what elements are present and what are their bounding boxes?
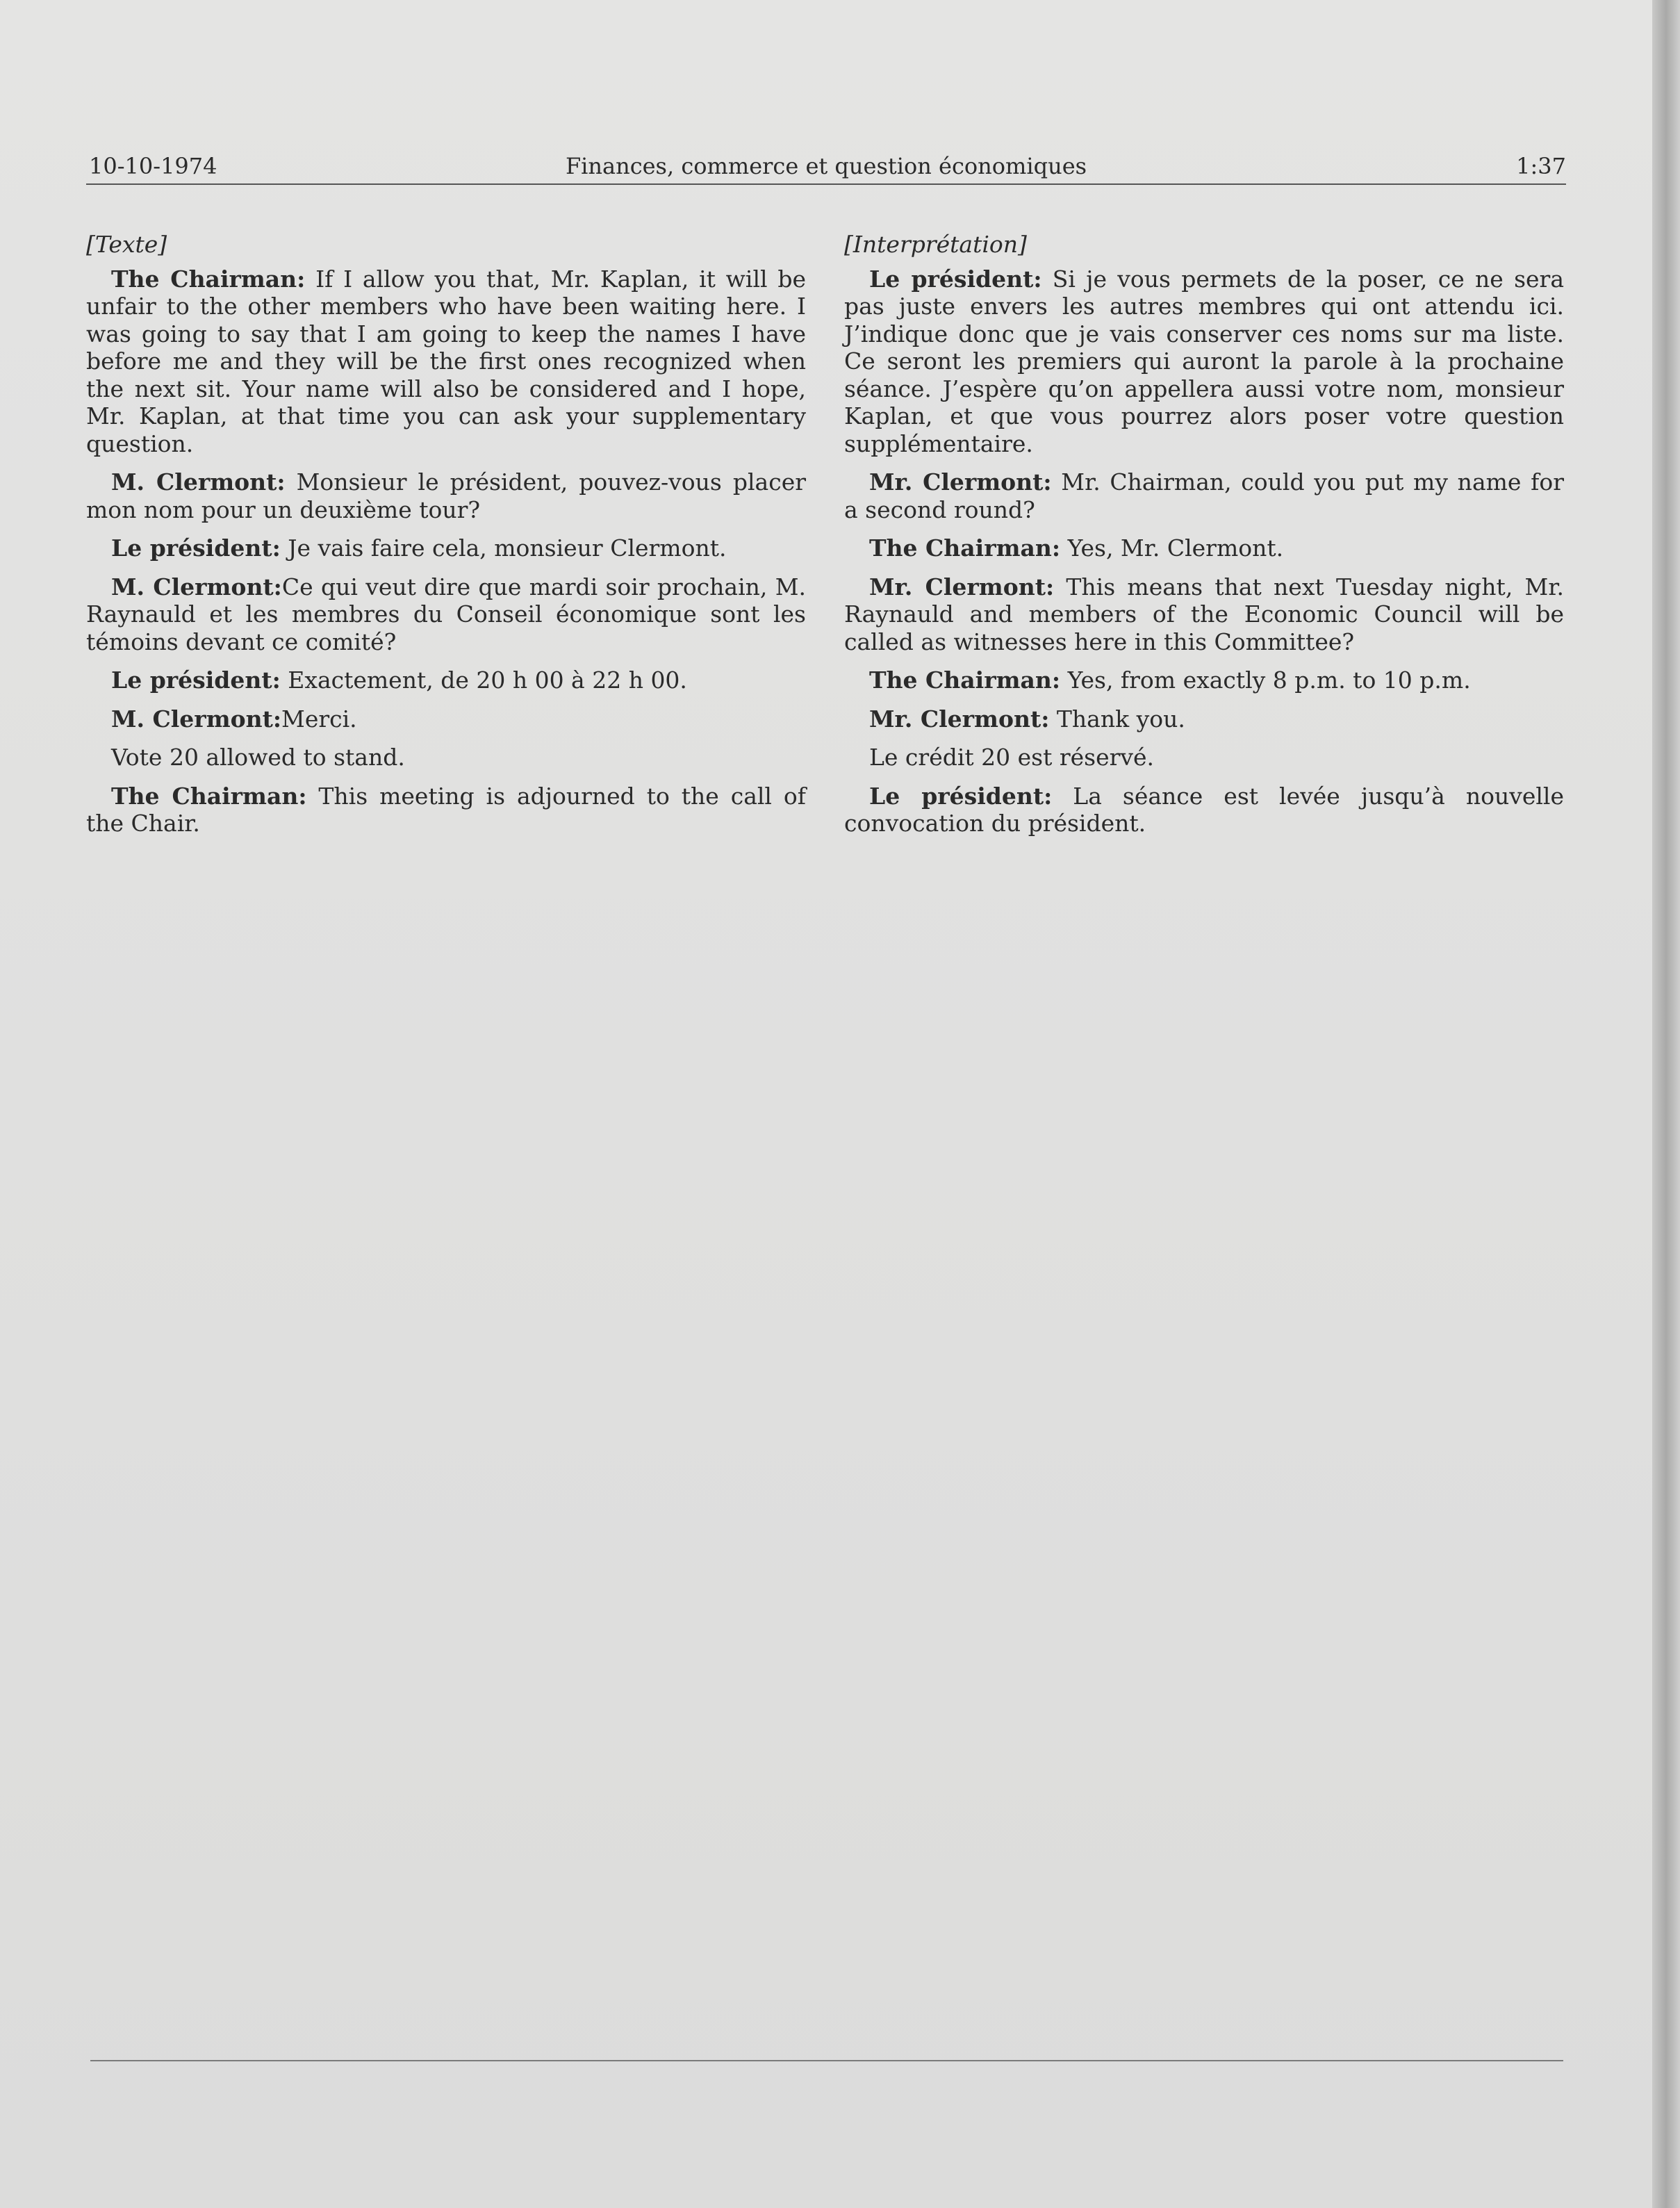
speech-text: Le crédit 20 est réservé. (869, 744, 1155, 771)
paragraph (844, 705, 1564, 733)
header-date: 10-10-1974 (89, 153, 217, 179)
speaker-name: The Chairman: (111, 265, 306, 293)
speech-text: If I allow you that, Mr. Kaplan, it will be unfair to the other members who have been waiting here. I was going to say that I am going to keep the names I have before me and they will be the first ones recognized when the next sit. Your name will also be considered and I hope, Mr. Kaplan, at that time you can ask your supplementary question. (86, 265, 807, 457)
speaker-name: Mr. Clermont: (869, 573, 1055, 600)
speech-text: Vote 20 allowed to stand. (111, 744, 405, 771)
speaker-name: The Chairman: (869, 667, 1061, 694)
paragraph (86, 744, 806, 771)
paragraph (844, 534, 1564, 562)
left-column (86, 231, 806, 849)
speaker-name: Mr. Clermont: (869, 705, 1050, 733)
speech-text: Thank you. (1049, 705, 1185, 733)
footer-rule (90, 2060, 1563, 2061)
paragraph (86, 468, 806, 523)
speech-text: Exactement, de 20 h 00 à 22 h 00. (280, 667, 687, 694)
speech-text: Yes, from exactly 8 p.m. to 10 p.m. (1060, 667, 1471, 694)
paragraph (86, 265, 806, 458)
speaker-name: M. Clermont: (111, 468, 286, 496)
paragraph (844, 573, 1564, 656)
paragraph (86, 667, 806, 694)
paragraph (86, 705, 806, 733)
running-header (86, 147, 1566, 183)
speaker-name: The Chairman: (869, 534, 1061, 562)
paragraph (86, 534, 806, 562)
paragraph (844, 744, 1564, 771)
speech-text: Monsieur le président, pouvez-vous placer mon nom pour un deuxième tour? (86, 468, 806, 523)
paragraph (844, 783, 1564, 837)
speaker-name: The Chairman: (111, 782, 307, 810)
paragraph (86, 573, 806, 656)
section-label-texte: [Texte] (86, 231, 167, 258)
paragraph (844, 667, 1564, 694)
speech-text: This means that next Tuesday night, Mr. Raynauld and members of the Economic Council will be called as witnesses here in this Committee? (844, 573, 1564, 655)
speech-text: Si je vous permets de la poser, ce ne sera pas juste envers les autres membres qui ont attendu ici. J’indique donc que je vais conserver ces noms sur ma liste. Ce seront les premiers qui auront la parole à la prochaine séance. J’espère qu’on appellera aussi votre nom, monsieur Kaplan, et que vous pourrez alors poser votre question supplémentaire. (844, 265, 1564, 457)
header-title: Finances, commerce et question économiques (565, 153, 1087, 179)
header-page-number: 1:37 (1516, 153, 1566, 179)
speaker-name: Mr. Clermont: (869, 468, 1052, 496)
page-edge-shadow (1652, 0, 1680, 2208)
section-label-interpretation: [Interprétation] (844, 231, 1027, 258)
paragraph (844, 468, 1564, 523)
speech-text: La séance est levée jusqu’à nouvelle convocation du président. (844, 782, 1565, 837)
paragraph (86, 783, 806, 837)
speaker-name: Le président: (111, 534, 281, 562)
speaker-name: Le président: (869, 265, 1042, 293)
speech-text: Mr. Chairman, could you put my name for a second round? (844, 468, 1564, 523)
speech-text: This meeting is adjourned to the call of the Chair. (86, 782, 806, 837)
speaker-name: M. Clermont: (111, 573, 282, 600)
right-column (844, 231, 1564, 849)
speaker-name: Le président: (869, 782, 1053, 810)
speech-text: Je vais faire cela, monsieur Clermont. (280, 534, 727, 562)
speech-text: Ce qui veut dire que mardi soir prochain, M. Raynauld et les membres du Conseil économique sont les témoins devant ce comité? (86, 573, 806, 655)
speaker-name: Le président: (111, 667, 281, 694)
header-rule (86, 183, 1566, 185)
speech-text: Merci. (281, 705, 357, 733)
speaker-name: M. Clermont: (111, 705, 282, 733)
paragraph (844, 265, 1564, 458)
speech-text: Yes, Mr. Clermont. (1060, 534, 1284, 562)
